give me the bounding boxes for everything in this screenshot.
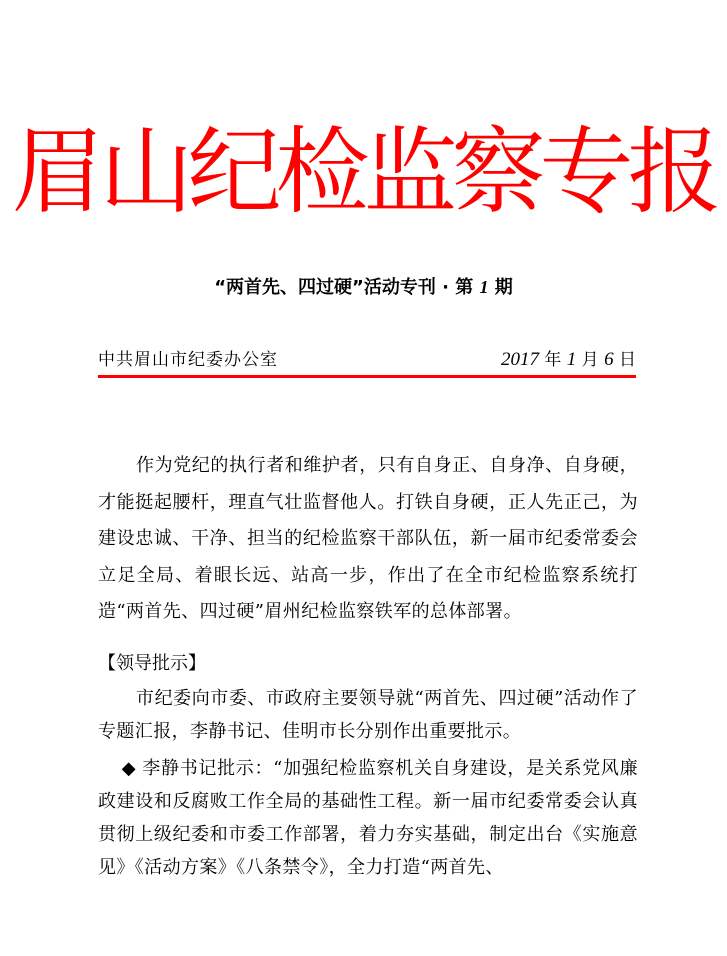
date-day: 6 [604,349,614,370]
meta-row [98,346,636,374]
issue-number: 1 [479,277,489,297]
subtitle-suffix: 期 [488,277,513,298]
diamond-bullet-icon: ◆ [121,758,136,779]
masthead-title: 眉山纪检监察专报 [11,118,716,227]
subtitle-prefix: “两首先、四过硬”活动专刊 · 第 [214,277,480,298]
intro-paragraph: 作为党纪的执行者和维护者，只有自身正、自身净、自身硬，才能挺起腰杆，理直气壮监督他人。打铁自身硬，正人先正己，为建设忠诚、干净、担当的纪检监察干部队伍，新一届市纪委常委会立足全局、着眼长远、站高一步，作出了在全市纪检监察系统打造“两首先、四过硬”眉州纪检监察铁军的总体部署。 [98,455,638,622]
issue-subtitle [0,274,727,301]
issue-date [501,346,636,374]
quote-text: 李静书记批示：“加强纪检监察机关自身建设，是关系党风廉政建设和反腐败工作全局的基础性工程。新一届市纪委常委会认真贯彻上级纪委和市委工作部署，着力夯实基础，制定出台《实施意见》《活动方案》《八条禁令》，全力打造“两首先、 [98,758,638,878]
quote-paragraph [98,752,638,884]
date-year-unit: 年 [538,350,567,370]
date-day-unit: 日 [613,350,636,370]
header-divider [98,375,636,378]
report-paragraph: 市纪委向市委、市政府主要领导就“两首先、四过硬”活动作了专题汇报，李静书记、佳明市长分别作出重要批示。 [98,688,638,742]
date-year: 2017 [500,349,539,370]
date-month-unit: 月 [576,350,605,370]
issuer-name: 中共眉山市纪委办公室 [98,350,278,370]
section-heading-leader-instructions: 【领导批示】 [98,653,206,674]
date-month: 1 [566,349,577,370]
